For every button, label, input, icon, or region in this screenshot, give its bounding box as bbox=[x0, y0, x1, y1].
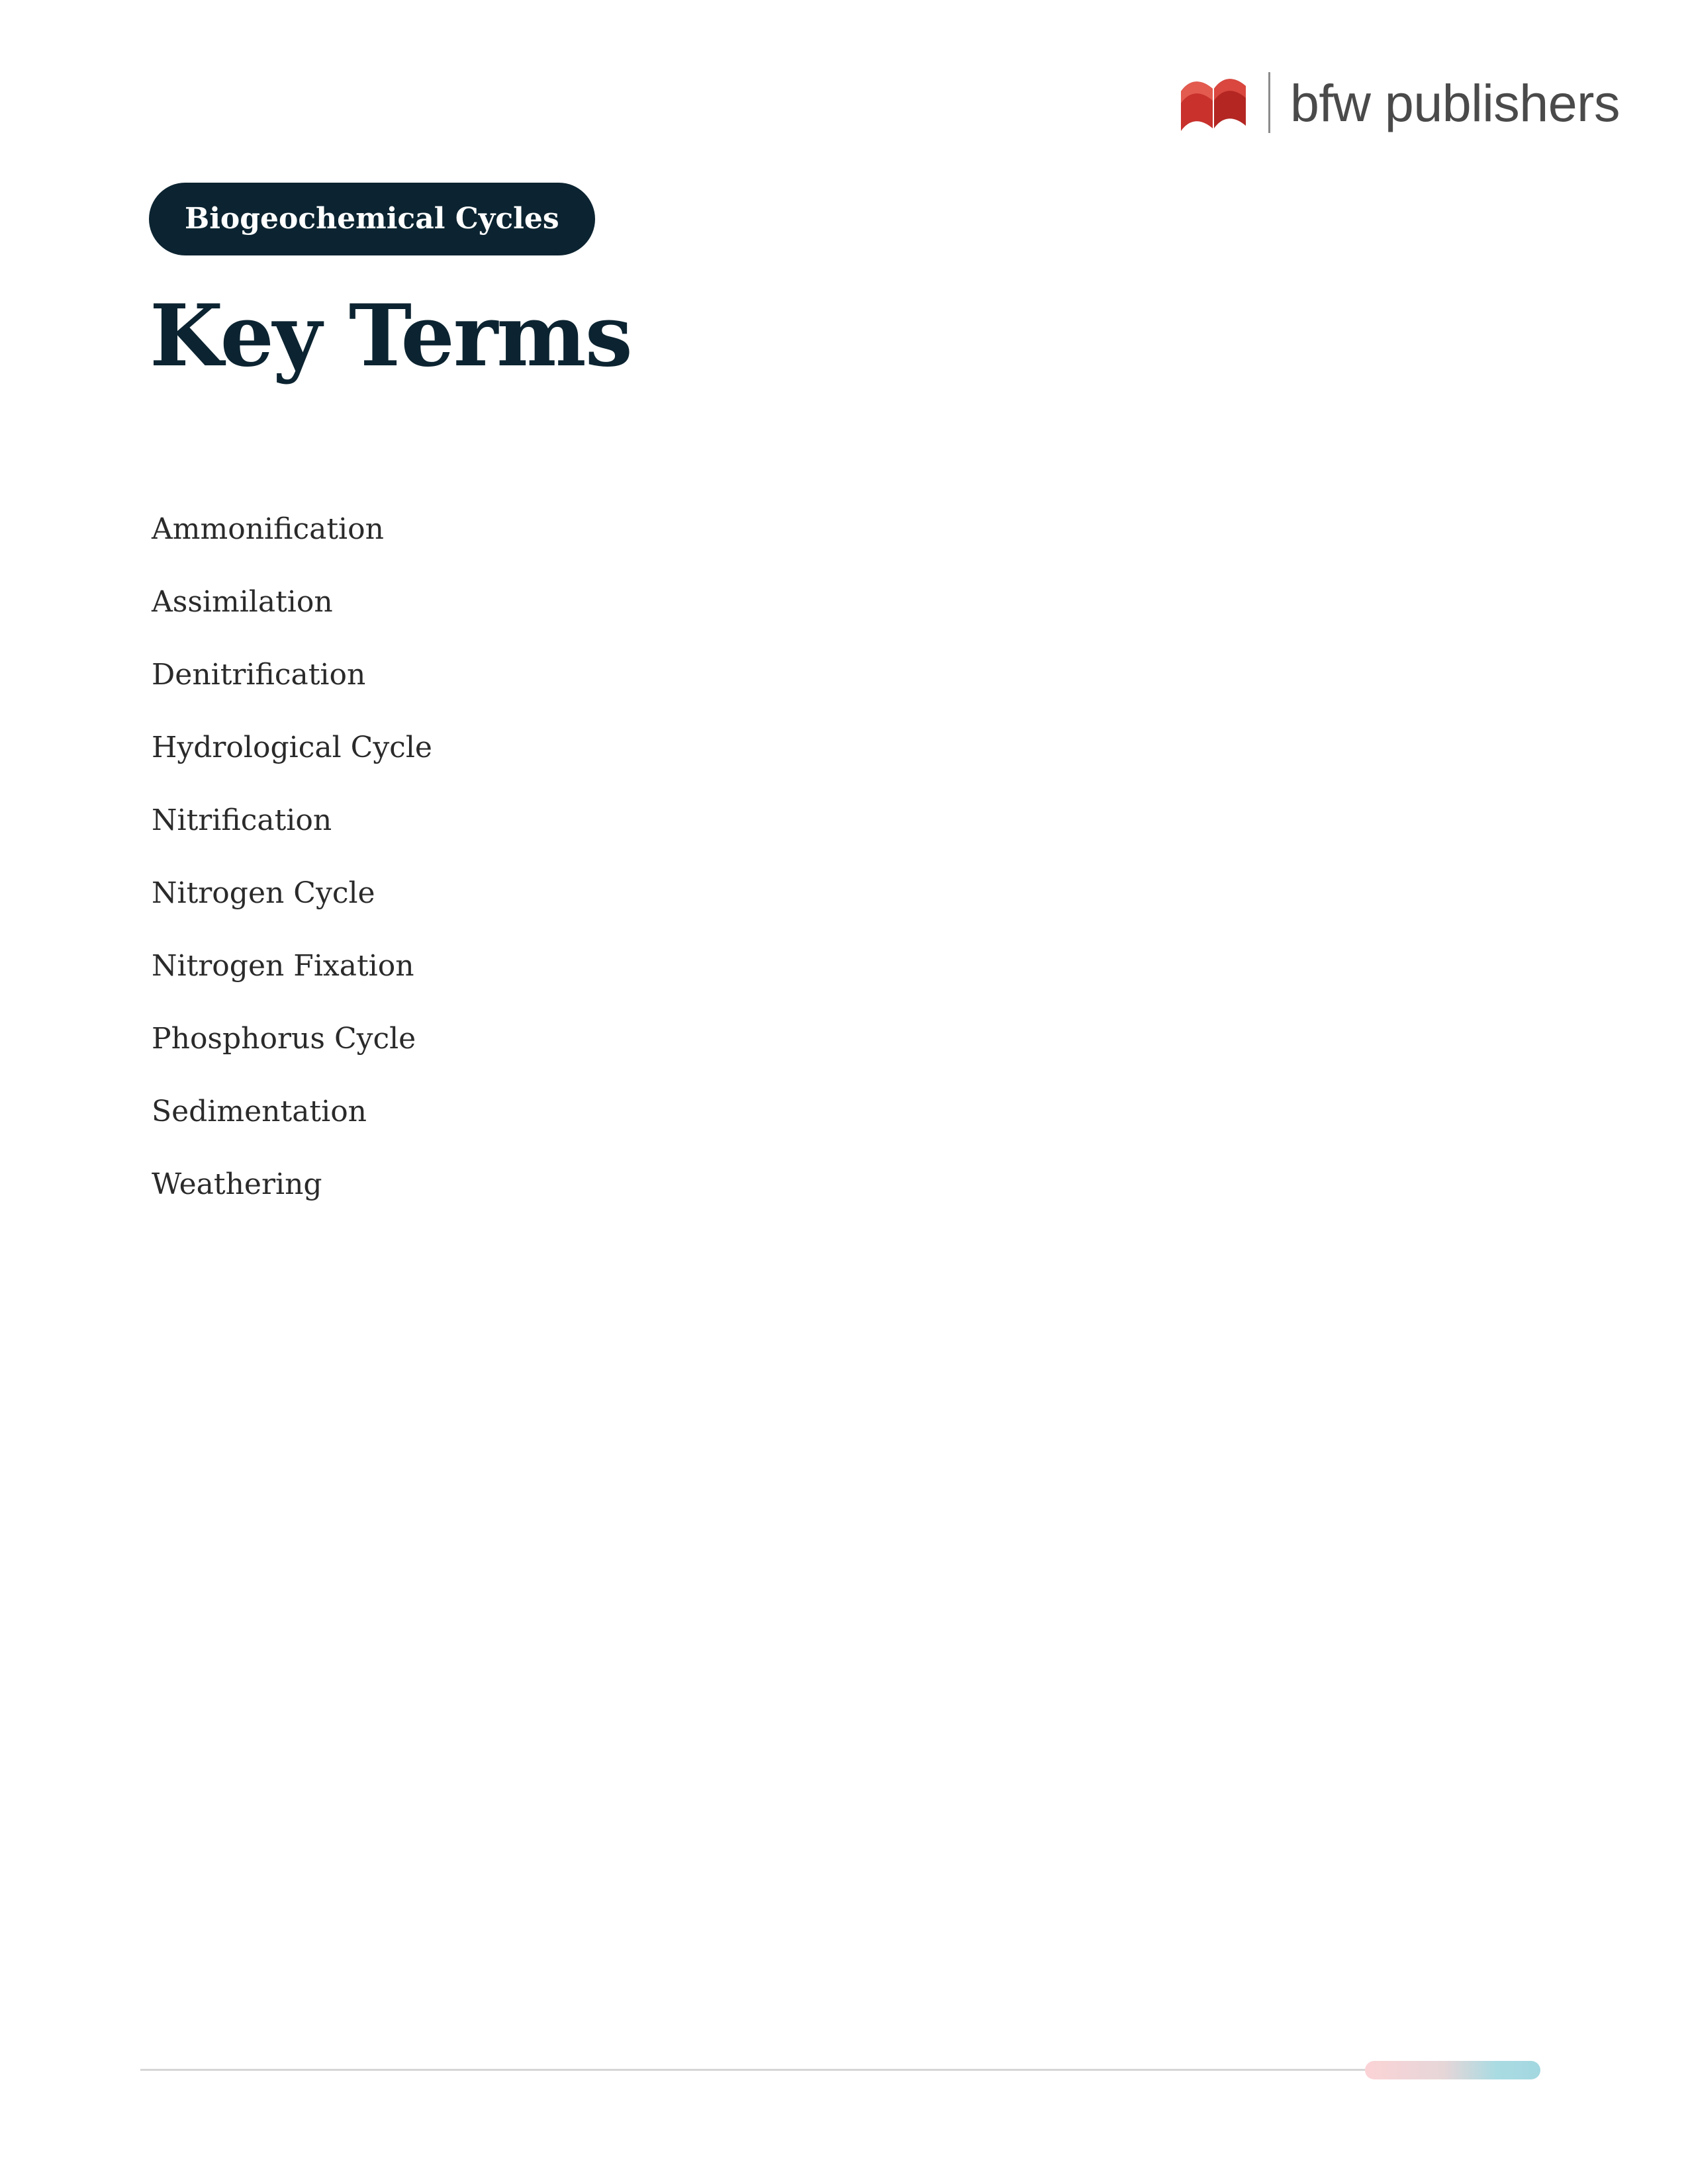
key-term: Nitrogen Cycle bbox=[152, 876, 375, 910]
key-term: Sedimentation bbox=[152, 1095, 367, 1128]
key-term: Ammonification bbox=[152, 512, 384, 546]
page-title: Key Terms bbox=[150, 287, 632, 386]
logo-divider bbox=[1268, 72, 1270, 133]
publisher-name: bfw publishers bbox=[1290, 73, 1620, 132]
key-term: Nitrogen Fixation bbox=[152, 949, 414, 983]
key-term: Weathering bbox=[152, 1167, 322, 1201]
key-term: Phosphorus Cycle bbox=[152, 1022, 416, 1056]
bfw-flag-logo-icon bbox=[1178, 71, 1248, 134]
key-term: Nitrification bbox=[152, 803, 332, 837]
footer-accent-bar bbox=[1365, 2061, 1540, 2079]
footer-rule bbox=[140, 2069, 1372, 2071]
key-term: Denitrification bbox=[152, 658, 366, 692]
chapter-badge: Biogeochemical Cycles bbox=[149, 183, 595, 255]
publisher-logo bbox=[1178, 69, 1620, 136]
key-term: Assimilation bbox=[152, 585, 333, 619]
key-terms-list bbox=[152, 510, 432, 1238]
key-term: Hydrological Cycle bbox=[152, 731, 432, 764]
